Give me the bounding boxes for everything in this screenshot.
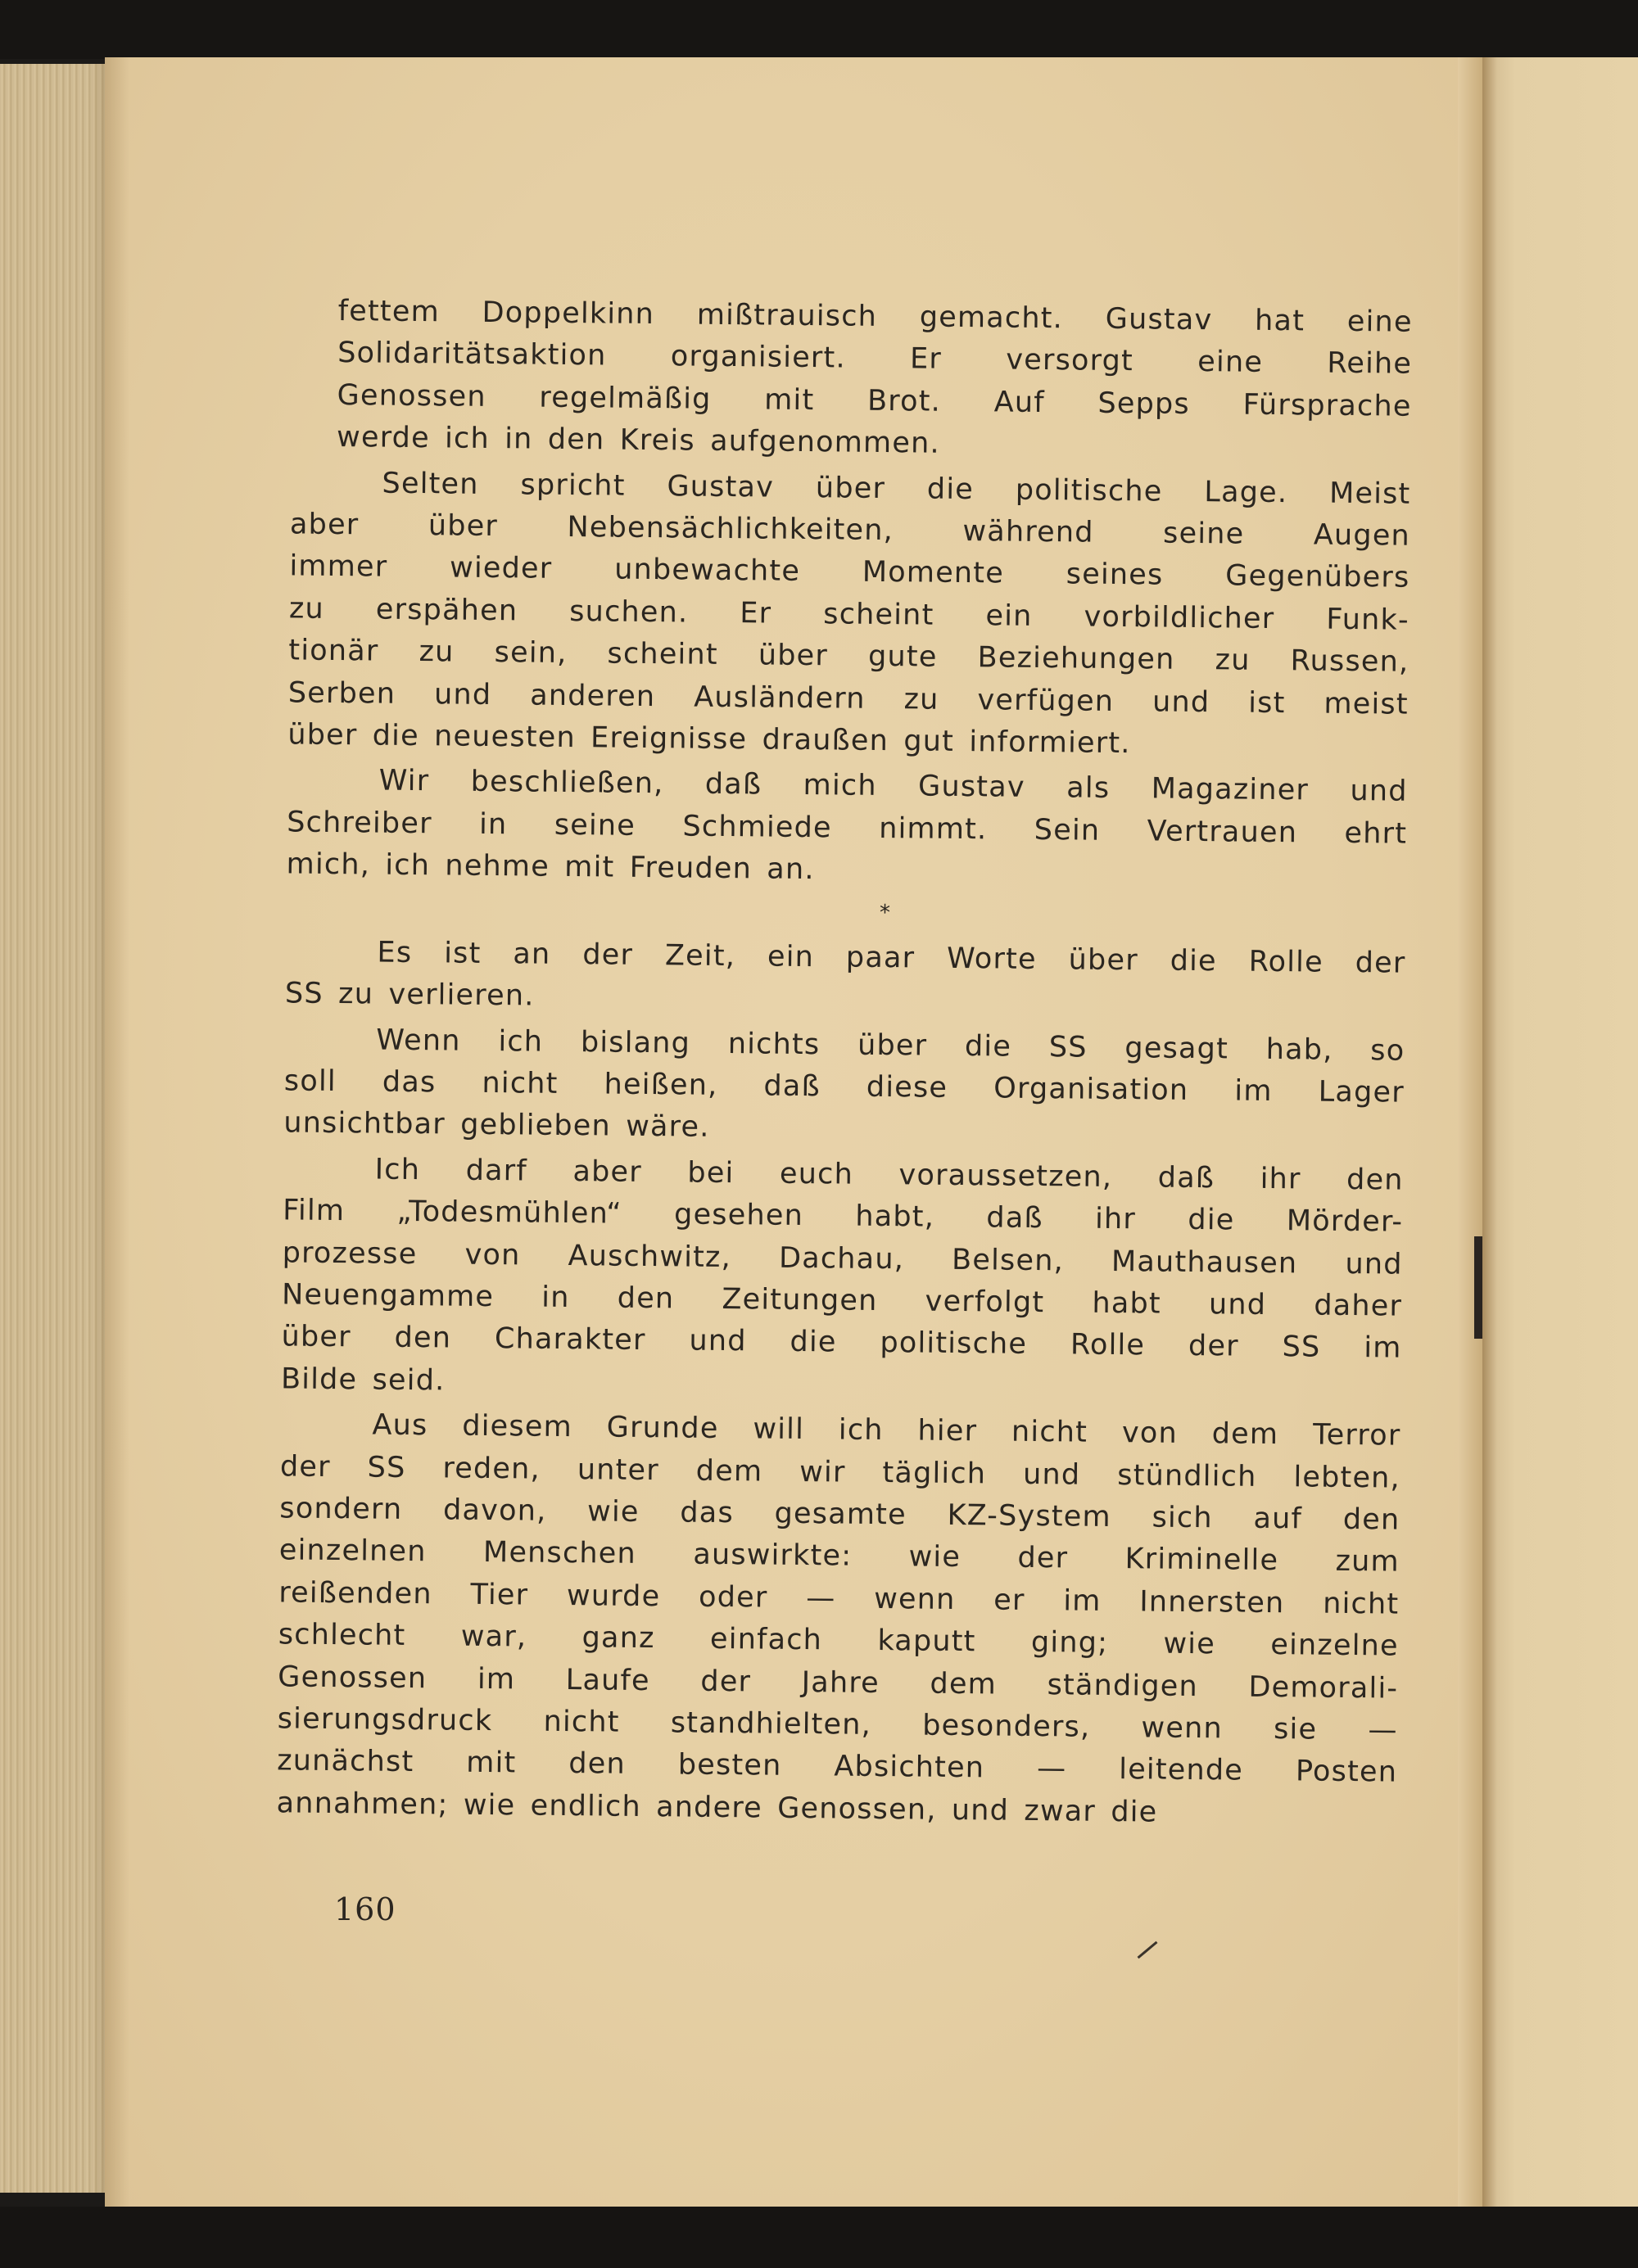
paragraph: [287, 463, 1411, 769]
section-separator: *: [879, 900, 892, 925]
paragraph: [284, 932, 1406, 1028]
text-line: Ich darf aber bei euch voraussetzen, daß ihr den: [374, 1153, 1404, 1197]
paragraph: [280, 1149, 1404, 1412]
text-line: fettem Doppelkinn mißtrauisch gemacht. Gustav hat eine: [337, 294, 1413, 339]
text-line: werde ich in den Kreis aufgenommen.: [336, 421, 940, 460]
text-line: sierungsdruck nicht standhielten, besonders, wenn sie —: [277, 1702, 1398, 1747]
text-line: Schreiber in seine Schmiede nimmt. Sein Vertrauen ehrt: [286, 806, 1408, 851]
text-line: Wenn ich bislang nichts über die SS gesagt hab, so: [376, 1023, 1405, 1068]
text-line: SS zu verlieren.: [284, 977, 535, 1013]
text-line: Aus diesem Grunde will ich hier nicht von dem Terror: [372, 1408, 1401, 1453]
text-line: Neuengamme in den Zeitungen verfolgt habt und daher: [281, 1278, 1403, 1323]
text-line: immer wieder unbewachte Momente seines Gegenübers: [289, 549, 1410, 595]
page-number: 160: [334, 1891, 396, 1927]
paragraph: [276, 1404, 1401, 1837]
paragraphs-before: [286, 291, 1413, 897]
text-line: der SS reden, unter dem wir täglich und stündlich lebten,: [279, 1449, 1401, 1495]
pencil-mark: [1138, 1941, 1158, 1959]
text-line: zunächst mit den besten Absichten — leitende Posten: [276, 1744, 1398, 1790]
body-text: [276, 291, 1413, 1837]
book-page: [105, 57, 1481, 2207]
scan-bottom-border: [0, 2207, 1638, 2268]
text-line: tionär zu sein, scheint über gute Beziehungen zu Russen,: [288, 634, 1409, 679]
paragraphs-after: [276, 932, 1406, 1837]
text-line: zu erspähen suchen. Er scheint ein vorbildlicher Funk-: [288, 592, 1410, 637]
text-line: Selten spricht Gustav über die politische Lage. Meist: [382, 467, 1411, 511]
paragraph: [337, 291, 1413, 470]
text-line: Es ist an der Zeit, ein paar Worte über die Rolle der: [377, 936, 1406, 980]
text-line: über die neuesten Ereignisse draußen gut informiert.: [287, 718, 1131, 761]
text-line: soll das nicht heißen, daß diese Organisation im Lager: [283, 1064, 1405, 1109]
text-line: reißenden Tier wurde oder — wenn er im Innersten nicht: [278, 1576, 1400, 1621]
scan-top-border: [0, 0, 1638, 59]
text-line: Bilde seid.: [280, 1362, 446, 1398]
text-line: Genossen regelmäßig mit Brot. Auf Sepps Fürsprache: [337, 378, 1412, 423]
text-line: über den Charakter und die politische Rolle der SS im: [281, 1320, 1402, 1366]
text-line: Genossen im Laufe der Jahre dem ständigen Demorali-: [278, 1660, 1399, 1706]
text-line: einzelnen Menschen auswirkte: wie der Kriminelle zum: [278, 1534, 1400, 1579]
text-line: Film „Todesmühlen“ gesehen habt, daß ihr die Mörder-: [283, 1194, 1404, 1239]
text-line: unsichtbar geblieben wäre.: [283, 1106, 710, 1145]
text-line: mich, ich nehme mit Freuden an.: [286, 847, 815, 887]
text-line: aber über Nebensächlichkeiten, während seine Augen: [289, 508, 1411, 553]
paragraph: [283, 1019, 1405, 1156]
paragraph: [286, 760, 1408, 897]
text-line: Solidaritätsaktion organisiert. Er versorgt eine Reihe: [337, 337, 1413, 382]
text-line: schlecht war, ganz einfach kaputt ging; wie einzelne: [278, 1618, 1399, 1663]
facing-page-edge: [1482, 57, 1638, 2207]
text-line: Wir beschließen, daß mich Gustav als Magaziner und: [378, 765, 1408, 809]
text-line: sondern davon, wie das gesamte KZ-System sich auf den: [279, 1492, 1400, 1537]
text-line: annahmen; wie endlich andere Genossen, und zwar die: [276, 1787, 1158, 1829]
text-line: prozesse von Auschwitz, Dachau, Belsen, Mauthausen und: [282, 1236, 1403, 1281]
text-line: Serben und anderen Ausländern zu verfügen und ist meist: [287, 676, 1409, 721]
